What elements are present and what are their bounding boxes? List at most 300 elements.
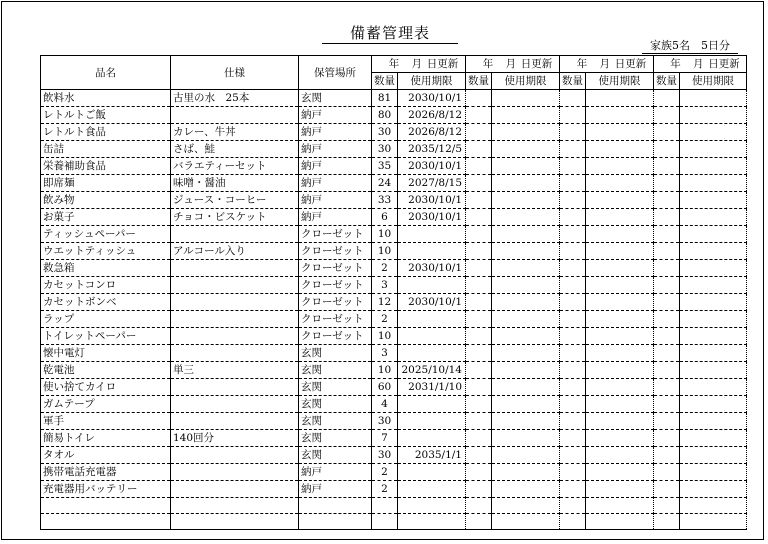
spec-cell xyxy=(171,396,299,413)
expiry-cell xyxy=(680,141,747,158)
qty-cell xyxy=(560,328,586,345)
item-cell: 軍手 xyxy=(41,413,171,430)
expiry-cell xyxy=(680,260,747,277)
qty-cell xyxy=(560,294,586,311)
expiry-cell xyxy=(492,175,560,192)
header-update-date: 年 月 日更新 xyxy=(372,56,466,73)
expiry-cell xyxy=(398,243,466,260)
expiry-cell xyxy=(586,498,654,514)
table-row xyxy=(41,328,747,345)
spec-cell: 古里の水 25本 xyxy=(171,90,299,107)
location-cell xyxy=(299,514,372,530)
expiry-cell: 2030/10/1 xyxy=(398,158,466,175)
header-expiry: 使用期限 xyxy=(586,73,654,90)
qty-cell xyxy=(654,158,680,175)
spec-cell: バラエティーセット xyxy=(171,158,299,175)
expiry-cell xyxy=(680,481,747,498)
qty-cell xyxy=(654,311,680,328)
table-row xyxy=(41,345,747,362)
expiry-cell xyxy=(492,124,560,141)
qty-cell xyxy=(466,498,492,514)
item-cell: 乾電池 xyxy=(41,362,171,379)
qty-cell: 10 xyxy=(372,362,398,379)
qty-cell xyxy=(654,260,680,277)
location-cell: 納戸 xyxy=(299,481,372,498)
spec-cell: アルコール入り xyxy=(171,243,299,260)
qty-cell xyxy=(560,379,586,396)
spec-cell: 味噌・醤油 xyxy=(171,175,299,192)
expiry-cell xyxy=(398,277,466,294)
expiry-cell xyxy=(586,158,654,175)
item-cell: ガムテープ xyxy=(41,396,171,413)
expiry-cell xyxy=(586,192,654,209)
expiry-cell xyxy=(492,464,560,481)
qty-cell xyxy=(466,277,492,294)
page-title: 備蓄管理表 xyxy=(322,24,458,44)
expiry-cell xyxy=(586,430,654,447)
qty-cell xyxy=(466,158,492,175)
qty-cell xyxy=(466,514,492,530)
spec-cell xyxy=(171,413,299,430)
qty-cell xyxy=(654,243,680,260)
table-row xyxy=(41,226,747,243)
header-expiry: 使用期限 xyxy=(492,73,560,90)
qty-cell: 30 xyxy=(372,413,398,430)
item-cell: 携帯電話充電器 xyxy=(41,464,171,481)
expiry-cell xyxy=(586,226,654,243)
item-cell: レトルトご飯 xyxy=(41,107,171,124)
qty-cell xyxy=(466,430,492,447)
qty-cell xyxy=(560,345,586,362)
qty-cell xyxy=(466,141,492,158)
item-cell: 即席麺 xyxy=(41,175,171,192)
qty-cell xyxy=(560,362,586,379)
qty-cell xyxy=(560,464,586,481)
qty-cell xyxy=(466,447,492,464)
spec-cell xyxy=(171,294,299,311)
expiry-cell xyxy=(492,362,560,379)
expiry-cell xyxy=(492,209,560,226)
qty-cell xyxy=(654,345,680,362)
item-cell: ウエットティッシュ xyxy=(41,243,171,260)
expiry-cell xyxy=(680,498,747,514)
qty-cell: 6 xyxy=(372,209,398,226)
location-cell: クローゼット xyxy=(299,260,372,277)
expiry-cell xyxy=(586,481,654,498)
location-cell: 玄関 xyxy=(299,430,372,447)
expiry-cell xyxy=(398,396,466,413)
expiry-cell xyxy=(586,447,654,464)
table-row xyxy=(41,192,747,209)
qty-cell xyxy=(560,243,586,260)
qty-cell xyxy=(654,124,680,141)
table-row xyxy=(41,90,747,107)
qty-cell xyxy=(654,226,680,243)
item-cell: レトルト食品 xyxy=(41,124,171,141)
expiry-cell xyxy=(586,328,654,345)
item-cell: 救急箱 xyxy=(41,260,171,277)
stockpile-table xyxy=(40,55,747,530)
item-cell: 使い捨てカイロ xyxy=(41,379,171,396)
qty-cell xyxy=(466,328,492,345)
expiry-cell xyxy=(680,90,747,107)
qty-cell: 30 xyxy=(372,447,398,464)
header-spec: 仕様 xyxy=(171,56,299,90)
table-row xyxy=(41,396,747,413)
expiry-cell: 2030/10/1 xyxy=(398,294,466,311)
qty-cell xyxy=(560,430,586,447)
expiry-cell xyxy=(398,430,466,447)
expiry-cell xyxy=(398,328,466,345)
qty-cell xyxy=(466,192,492,209)
qty-cell xyxy=(560,141,586,158)
qty-cell xyxy=(560,107,586,124)
qty-cell: 80 xyxy=(372,107,398,124)
expiry-cell xyxy=(398,311,466,328)
header-qty: 数量 xyxy=(372,73,398,90)
expiry-cell xyxy=(680,447,747,464)
qty-cell xyxy=(466,362,492,379)
header-update-date: 年 月 日更新 xyxy=(654,56,747,73)
qty-cell xyxy=(466,124,492,141)
qty-cell xyxy=(654,141,680,158)
qty-cell: 2 xyxy=(372,311,398,328)
table-row xyxy=(41,243,747,260)
expiry-cell xyxy=(680,107,747,124)
expiry-cell xyxy=(398,345,466,362)
qty-cell xyxy=(654,209,680,226)
expiry-cell xyxy=(398,464,466,481)
qty-cell: 60 xyxy=(372,379,398,396)
table-row xyxy=(41,498,747,514)
qty-cell xyxy=(560,260,586,277)
expiry-cell xyxy=(398,514,466,530)
table-row xyxy=(41,260,747,277)
qty-cell xyxy=(560,413,586,430)
spec-cell: さば、鮭 xyxy=(171,141,299,158)
header-qty: 数量 xyxy=(654,73,680,90)
header-qty: 数量 xyxy=(560,73,586,90)
spec-cell xyxy=(171,498,299,514)
item-cell: 簡易トイレ xyxy=(41,430,171,447)
expiry-cell xyxy=(492,311,560,328)
qty-cell: 2 xyxy=(372,464,398,481)
header-item: 品名 xyxy=(41,56,171,90)
location-cell: クローゼット xyxy=(299,277,372,294)
qty-cell xyxy=(466,379,492,396)
spec-cell xyxy=(171,379,299,396)
header-expiry: 使用期限 xyxy=(680,73,747,90)
qty-cell: 2 xyxy=(372,481,398,498)
location-cell: クローゼット xyxy=(299,311,372,328)
family-note: 家族5名 5日分 xyxy=(642,39,738,54)
qty-cell xyxy=(466,345,492,362)
expiry-cell xyxy=(680,277,747,294)
expiry-cell xyxy=(586,260,654,277)
qty-cell xyxy=(560,192,586,209)
item-cell: 栄養補助食品 xyxy=(41,158,171,175)
qty-cell xyxy=(466,175,492,192)
qty-cell xyxy=(560,226,586,243)
qty-cell xyxy=(560,481,586,498)
item-cell: お菓子 xyxy=(41,209,171,226)
item-cell: 充電器用バッテリー xyxy=(41,481,171,498)
expiry-cell xyxy=(492,226,560,243)
spec-cell xyxy=(171,107,299,124)
spec-cell: チョコ・ビスケット xyxy=(171,209,299,226)
expiry-cell: 2030/10/1 xyxy=(398,192,466,209)
expiry-cell xyxy=(492,328,560,345)
expiry-cell xyxy=(492,294,560,311)
expiry-cell xyxy=(680,514,747,530)
expiry-cell xyxy=(398,413,466,430)
expiry-cell xyxy=(680,328,747,345)
header-location: 保管場所 xyxy=(299,56,372,90)
expiry-cell: 2031/1/10 xyxy=(398,379,466,396)
qty-cell xyxy=(560,396,586,413)
expiry-cell xyxy=(680,345,747,362)
qty-cell: 10 xyxy=(372,226,398,243)
qty-cell xyxy=(560,90,586,107)
table-row xyxy=(41,124,747,141)
location-cell: 納戸 xyxy=(299,192,372,209)
expiry-cell xyxy=(586,345,654,362)
expiry-cell xyxy=(586,107,654,124)
expiry-cell xyxy=(492,107,560,124)
expiry-cell: 2035/1/1 xyxy=(398,447,466,464)
qty-cell xyxy=(654,328,680,345)
qty-cell xyxy=(654,498,680,514)
expiry-cell xyxy=(492,141,560,158)
table-row xyxy=(41,514,747,530)
expiry-cell xyxy=(398,498,466,514)
header-update-date: 年 月 日更新 xyxy=(466,56,560,73)
table-row xyxy=(41,362,747,379)
spec-cell xyxy=(171,277,299,294)
expiry-cell xyxy=(680,124,747,141)
table-row xyxy=(41,379,747,396)
location-cell: 玄関 xyxy=(299,362,372,379)
expiry-cell xyxy=(492,481,560,498)
location-cell: クローゼット xyxy=(299,226,372,243)
qty-cell xyxy=(466,311,492,328)
location-cell xyxy=(299,498,372,514)
table-row xyxy=(41,447,747,464)
qty-cell xyxy=(466,90,492,107)
expiry-cell xyxy=(680,379,747,396)
expiry-cell xyxy=(680,226,747,243)
qty-cell xyxy=(654,430,680,447)
qty-cell xyxy=(654,447,680,464)
expiry-cell xyxy=(680,294,747,311)
qty-cell xyxy=(466,413,492,430)
expiry-cell xyxy=(680,243,747,260)
spec-cell xyxy=(171,464,299,481)
qty-cell xyxy=(560,447,586,464)
location-cell: 玄関 xyxy=(299,413,372,430)
item-cell: カセットコンロ xyxy=(41,277,171,294)
table-row xyxy=(41,175,747,192)
spec-cell xyxy=(171,311,299,328)
item-cell: ラップ xyxy=(41,311,171,328)
expiry-cell xyxy=(680,209,747,226)
qty-cell: 35 xyxy=(372,158,398,175)
qty-cell xyxy=(466,481,492,498)
expiry-cell xyxy=(680,396,747,413)
qty-cell xyxy=(466,260,492,277)
qty-cell: 10 xyxy=(372,243,398,260)
item-cell: トイレットペーパー xyxy=(41,328,171,345)
expiry-cell xyxy=(492,158,560,175)
location-cell: 玄関 xyxy=(299,379,372,396)
expiry-cell: 2026/8/12 xyxy=(398,124,466,141)
expiry-cell xyxy=(680,464,747,481)
qty-cell: 7 xyxy=(372,430,398,447)
table-row xyxy=(41,430,747,447)
expiry-cell xyxy=(586,124,654,141)
expiry-cell xyxy=(398,481,466,498)
expiry-cell xyxy=(492,396,560,413)
location-cell: 玄関 xyxy=(299,90,372,107)
qty-cell: 2 xyxy=(372,260,398,277)
expiry-cell xyxy=(680,192,747,209)
expiry-cell xyxy=(492,514,560,530)
expiry-cell xyxy=(492,345,560,362)
location-cell: 納戸 xyxy=(299,107,372,124)
qty-cell xyxy=(560,209,586,226)
qty-cell xyxy=(466,243,492,260)
expiry-cell xyxy=(586,175,654,192)
location-cell: 玄関 xyxy=(299,396,372,413)
qty-cell: 12 xyxy=(372,294,398,311)
location-cell: クローゼット xyxy=(299,243,372,260)
spec-cell: ジュース・コーヒー xyxy=(171,192,299,209)
qty-cell: 30 xyxy=(372,141,398,158)
spec-cell xyxy=(171,514,299,530)
expiry-cell xyxy=(586,396,654,413)
qty-cell xyxy=(466,294,492,311)
expiry-cell xyxy=(680,362,747,379)
expiry-cell xyxy=(492,260,560,277)
table-row xyxy=(41,277,747,294)
qty-cell: 81 xyxy=(372,90,398,107)
qty-cell xyxy=(466,107,492,124)
expiry-cell xyxy=(492,413,560,430)
expiry-cell xyxy=(492,430,560,447)
header-qty: 数量 xyxy=(466,73,492,90)
item-cell: 飲料水 xyxy=(41,90,171,107)
expiry-cell xyxy=(586,294,654,311)
expiry-cell: 2027/8/15 xyxy=(398,175,466,192)
qty-cell xyxy=(560,311,586,328)
expiry-cell xyxy=(680,175,747,192)
expiry-cell: 2030/10/1 xyxy=(398,260,466,277)
location-cell: 玄関 xyxy=(299,345,372,362)
qty-cell xyxy=(372,514,398,530)
table-row xyxy=(41,209,747,226)
item-cell xyxy=(41,514,171,530)
table-row xyxy=(41,294,747,311)
qty-cell xyxy=(654,514,680,530)
location-cell: 納戸 xyxy=(299,209,372,226)
expiry-cell xyxy=(492,90,560,107)
item-cell xyxy=(41,498,171,514)
qty-cell xyxy=(654,175,680,192)
expiry-cell xyxy=(492,379,560,396)
expiry-cell xyxy=(586,90,654,107)
qty-cell: 30 xyxy=(372,124,398,141)
expiry-cell: 2035/12/5 xyxy=(398,141,466,158)
location-cell: 納戸 xyxy=(299,464,372,481)
qty-cell xyxy=(654,107,680,124)
spec-cell xyxy=(171,328,299,345)
item-cell: 懐中電灯 xyxy=(41,345,171,362)
qty-cell xyxy=(560,158,586,175)
spec-cell xyxy=(171,345,299,362)
spec-cell xyxy=(171,447,299,464)
expiry-cell xyxy=(586,311,654,328)
item-cell: カセットボンベ xyxy=(41,294,171,311)
table-row xyxy=(41,141,747,158)
expiry-cell xyxy=(586,413,654,430)
expiry-cell xyxy=(680,413,747,430)
expiry-cell xyxy=(492,498,560,514)
qty-cell xyxy=(654,396,680,413)
location-cell: 玄関 xyxy=(299,447,372,464)
qty-cell: 33 xyxy=(372,192,398,209)
expiry-cell xyxy=(492,192,560,209)
qty-cell xyxy=(560,277,586,294)
table-row xyxy=(41,158,747,175)
qty-cell: 3 xyxy=(372,345,398,362)
expiry-cell xyxy=(680,430,747,447)
item-cell: ティッシュペーパー xyxy=(41,226,171,243)
qty-cell: 10 xyxy=(372,328,398,345)
location-cell: 納戸 xyxy=(299,175,372,192)
location-cell: クローゼット xyxy=(299,328,372,345)
spec-cell xyxy=(171,226,299,243)
table-row xyxy=(41,107,747,124)
location-cell: 納戸 xyxy=(299,141,372,158)
expiry-cell xyxy=(586,141,654,158)
qty-cell xyxy=(654,277,680,294)
qty-cell xyxy=(654,294,680,311)
location-cell: クローゼット xyxy=(299,294,372,311)
item-cell: 缶詰 xyxy=(41,141,171,158)
item-cell: 飲み物 xyxy=(41,192,171,209)
spec-cell: 140回分 xyxy=(171,430,299,447)
qty-cell xyxy=(654,192,680,209)
expiry-cell: 2025/10/14 xyxy=(398,362,466,379)
qty-cell xyxy=(654,362,680,379)
expiry-cell: 2026/8/12 xyxy=(398,107,466,124)
qty-cell: 24 xyxy=(372,175,398,192)
expiry-cell xyxy=(680,311,747,328)
expiry-cell xyxy=(492,277,560,294)
expiry-cell xyxy=(586,514,654,530)
qty-cell xyxy=(654,464,680,481)
spec-cell: 単三 xyxy=(171,362,299,379)
expiry-cell xyxy=(492,243,560,260)
qty-cell xyxy=(466,396,492,413)
expiry-cell xyxy=(492,447,560,464)
spec-cell: カレー、牛丼 xyxy=(171,124,299,141)
expiry-cell xyxy=(586,243,654,260)
table-row xyxy=(41,464,747,481)
expiry-cell xyxy=(586,464,654,481)
header-expiry: 使用期限 xyxy=(398,73,466,90)
location-cell: 納戸 xyxy=(299,124,372,141)
